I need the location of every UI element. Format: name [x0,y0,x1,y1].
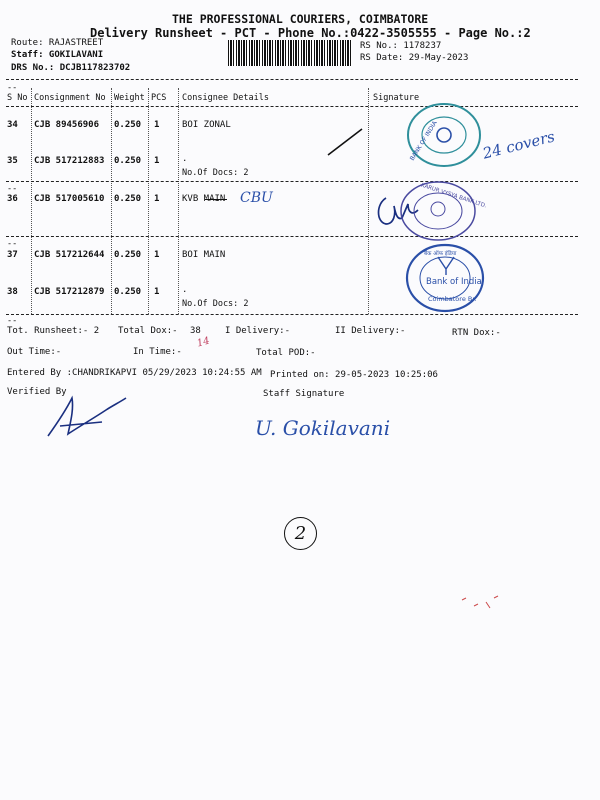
row-consignment: CJB 517212883 [34,156,105,166]
column-separator [148,88,149,314]
col-header-signature: Signature [373,93,420,103]
handwritten-note-covers: 24 covers [480,127,557,163]
divider [6,181,578,182]
row-weight: 0.250 [114,287,142,297]
row-pcs: 1 [154,194,160,204]
row-sno: 34 [7,120,18,130]
handwritten-in-time: 14 [195,335,211,350]
divider [6,79,578,80]
row-weight: 0.250 [114,120,142,130]
stamp-text: Bank of India [426,277,482,287]
col-header-sno: S No [7,93,28,103]
stamp-text: KARUR VYSYA BANK LTD. [420,182,488,210]
circled-page-number: 2 [284,517,317,550]
total-dox-value: 38 [190,326,201,336]
entered-by: Entered By :CHANDRIKAPVI 05/29/2023 10:24:55 AM [7,368,262,378]
row-consignee: BOI MAIN [182,250,226,260]
row-pcs: 1 [154,120,160,130]
column-separator [368,88,369,314]
staff-signature-handwritten: U. Gokilavani [255,416,391,440]
rtn-dox: RTN Dox:- [452,328,501,338]
divider-dots: -- [7,316,18,326]
row-consignment: CJB 89456906 [34,120,100,130]
company-title: THE PROFESSIONAL COURIERS, COIMBATORE [172,12,429,26]
row-pcs: 1 [154,156,160,166]
row-consignment: CJB 517212644 [34,250,105,260]
stamp-text: BANK OF INDIA [408,119,439,163]
divider [6,314,578,315]
row-consignment: CJB 517212879 [34,287,105,297]
row-consignee: . [182,285,188,295]
kvb-stamp [398,180,488,242]
verified-by: Verified By [7,387,67,397]
handwritten-note-cbu: CBU [240,190,273,206]
staff-signature-label: Staff Signature [263,389,345,399]
row-pcs: 1 [154,250,160,260]
in-time: In Time:- [133,347,182,357]
divider-dots: -- [7,184,18,194]
row-docs: No.Of Docs: 2 [182,299,249,309]
row-sno: 37 [7,250,18,260]
route-label: Route: RAJASTREET [11,38,104,48]
row-sno: 35 [7,156,18,166]
pen-stroke [326,125,366,157]
row-weight: 0.250 [114,194,142,204]
row-consignee: BOI ZONAL [182,120,231,130]
bank-of-india-stamp-coimbatore [404,243,486,313]
rs-number: RS No.: 1178237 [360,41,442,51]
rs-date: RS Date: 29-May-2023 [360,53,469,63]
runsheet-subtitle: Delivery Runsheet - PCT - Phone No.:0422-3505555 - Page No.:2 [90,26,531,40]
stamp-text: बैंक ऑफ इंडिया [424,251,457,257]
total-runsheet: Tot. Runsheet:- 2 [7,326,100,336]
strikethrough [205,199,227,200]
drs-number: DRS No.: DCJB117823702 [11,63,131,73]
divider-dots: -- [7,239,18,249]
row-consignee: KVB MAIN [182,194,226,204]
divider-dots: -- [7,83,18,93]
stamp-text: Coimbatore Br. [428,295,477,303]
row-docs: No.Of Docs: 2 [182,168,249,178]
printed-on: Printed on: 29-05-2023 10:25:06 [270,370,438,380]
column-separator [111,88,112,314]
divider [6,106,578,107]
col-header-consignment: Consignment No [34,93,106,103]
column-separator [31,88,32,314]
red-marks [460,592,504,614]
column-separator [178,88,179,314]
col-header-pcs: PCS [151,93,167,103]
row-consignee: . [182,154,188,164]
i-delivery: I Delivery:- [225,326,291,336]
row-sno: 38 [7,287,18,297]
verifier-signature [40,392,130,444]
row-weight: 0.250 [114,156,142,166]
total-pod: Total POD:- [256,348,316,358]
bank-of-india-stamp-zonal [405,101,483,169]
staff-label: Staff: GOKILAVANI [11,50,104,60]
total-dox-label: Total Dox:- [118,326,178,336]
row-weight: 0.250 [114,250,142,260]
col-header-weight: Weight [114,93,145,103]
row-consignment: CJB 517005610 [34,194,105,204]
col-header-consignee: Consignee Details [182,93,269,103]
divider [6,236,578,237]
ii-delivery: II Delivery:- [335,326,406,336]
out-time: Out Time:- [7,347,62,357]
row-pcs: 1 [154,287,160,297]
barcode [228,40,352,66]
row-sno: 36 [7,194,18,204]
